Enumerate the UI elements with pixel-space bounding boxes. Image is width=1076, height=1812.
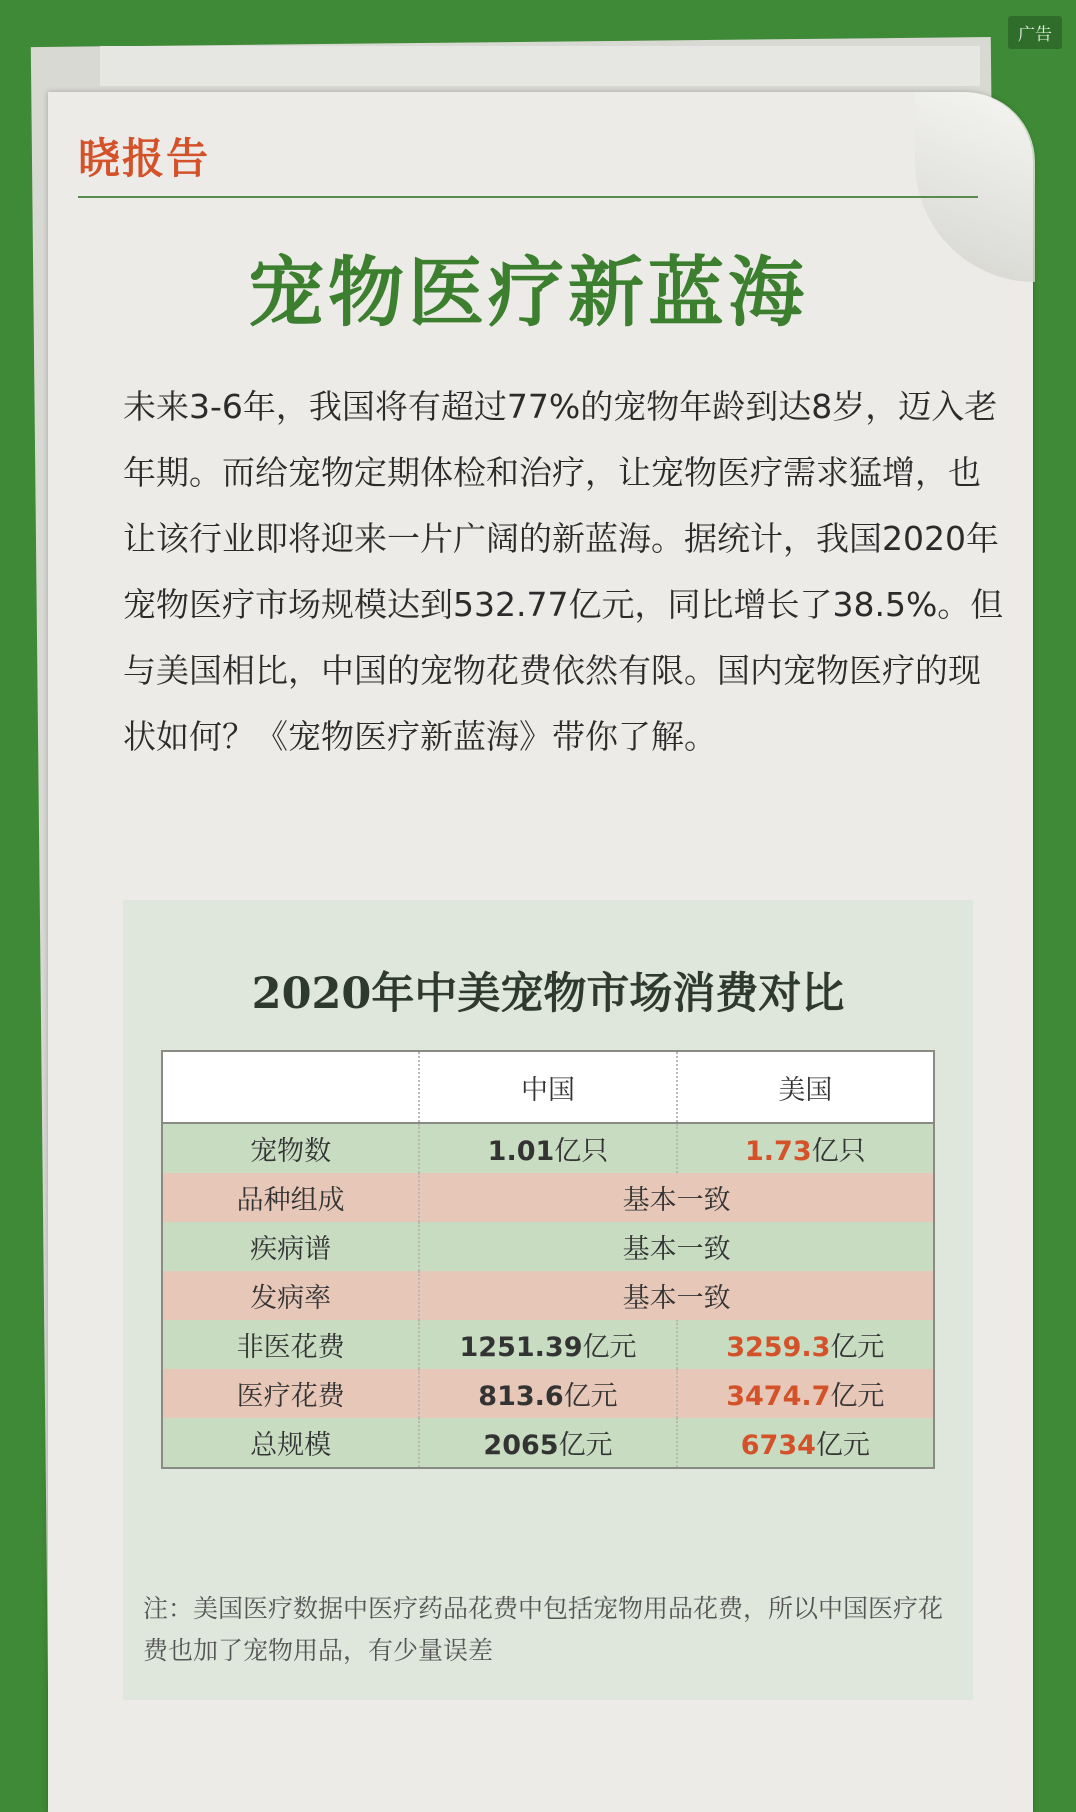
header-china: 中国 bbox=[419, 1051, 676, 1123]
table-row bbox=[162, 1123, 934, 1173]
usa-unit: 亿元 bbox=[830, 1381, 885, 1412]
usa-value: 3259.3 bbox=[726, 1332, 831, 1363]
china-value: 2065 bbox=[483, 1430, 559, 1461]
china-cell bbox=[419, 1369, 676, 1418]
headline: 宠物医疗新蓝海 bbox=[248, 248, 808, 337]
usa-cell bbox=[677, 1320, 934, 1369]
china-unit: 亿只 bbox=[554, 1136, 609, 1167]
row-label: 总规模 bbox=[162, 1418, 419, 1468]
usa-value: 3474.7 bbox=[726, 1381, 831, 1412]
china-value: 1251.39 bbox=[459, 1332, 583, 1363]
table-row bbox=[162, 1271, 934, 1320]
china-cell bbox=[419, 1320, 676, 1369]
china-cell bbox=[419, 1123, 676, 1173]
usa-value: 1.73 bbox=[745, 1136, 812, 1167]
china-unit: 亿元 bbox=[558, 1430, 613, 1461]
comparison-table bbox=[161, 1050, 935, 1469]
header-empty bbox=[162, 1051, 419, 1123]
row-label: 宠物数 bbox=[162, 1123, 419, 1173]
usa-value: 6734 bbox=[740, 1430, 816, 1461]
paper-back-sheet-top bbox=[100, 46, 980, 86]
intro-paragraph: 未来3-6年，我国将有超过77%的宠物年龄到达8岁，迈入老年期。而给宠物定期体检和治疗，让宠物医疗需求猛增，也让该行业即将迎来一片广阔的新蓝海。据统计，我国2020年宠物医疗市场规模达到532.77亿元，同比增长了38.5%。但与美国相比，中国的宠物花费依然有限。国内宠物医疗的现状如何？《宠物医疗新蓝海》带你了解。 bbox=[123, 387, 1004, 756]
usa-unit: 亿元 bbox=[830, 1332, 885, 1363]
table-row bbox=[162, 1222, 934, 1271]
china-value: 1.01 bbox=[487, 1136, 555, 1167]
header-divider bbox=[78, 196, 978, 198]
china-unit: 亿元 bbox=[563, 1381, 618, 1412]
usa-cell bbox=[677, 1369, 934, 1418]
table-title: 2020年中美宠物市场消费对比 bbox=[251, 969, 845, 1019]
comparison-panel bbox=[123, 900, 973, 1700]
table-footnote: 注：美国医疗数据中医疗药品花费中包括宠物用品花费，所以中国医疗花费也加了宠物用品，有少量误差 bbox=[143, 1594, 944, 1665]
china-cell bbox=[419, 1418, 676, 1468]
merged-cell: 基本一致 bbox=[419, 1173, 934, 1222]
merged-cell: 基本一致 bbox=[419, 1271, 934, 1320]
ad-tag[interactable]: 广告 bbox=[1008, 16, 1062, 49]
row-label: 非医花费 bbox=[162, 1320, 419, 1369]
usa-cell bbox=[677, 1418, 934, 1468]
merged-cell: 基本一致 bbox=[419, 1222, 934, 1271]
china-unit: 亿元 bbox=[582, 1332, 637, 1363]
usa-unit: 亿只 bbox=[811, 1136, 866, 1167]
table-row bbox=[162, 1369, 934, 1418]
table-row bbox=[162, 1173, 934, 1222]
row-label: 疾病谱 bbox=[162, 1222, 419, 1271]
usa-unit: 亿元 bbox=[815, 1430, 870, 1461]
table-header-row bbox=[162, 1051, 934, 1123]
china-value: 813.6 bbox=[478, 1381, 564, 1412]
usa-cell bbox=[677, 1123, 934, 1173]
table-row bbox=[162, 1418, 934, 1468]
row-label: 发病率 bbox=[162, 1271, 419, 1320]
header-usa: 美国 bbox=[677, 1051, 934, 1123]
brand-logo: 晓报告 bbox=[78, 134, 211, 183]
row-label: 医疗花费 bbox=[162, 1369, 419, 1418]
row-label: 品种组成 bbox=[162, 1173, 419, 1222]
article-card bbox=[48, 92, 1033, 1812]
table-row bbox=[162, 1320, 934, 1369]
